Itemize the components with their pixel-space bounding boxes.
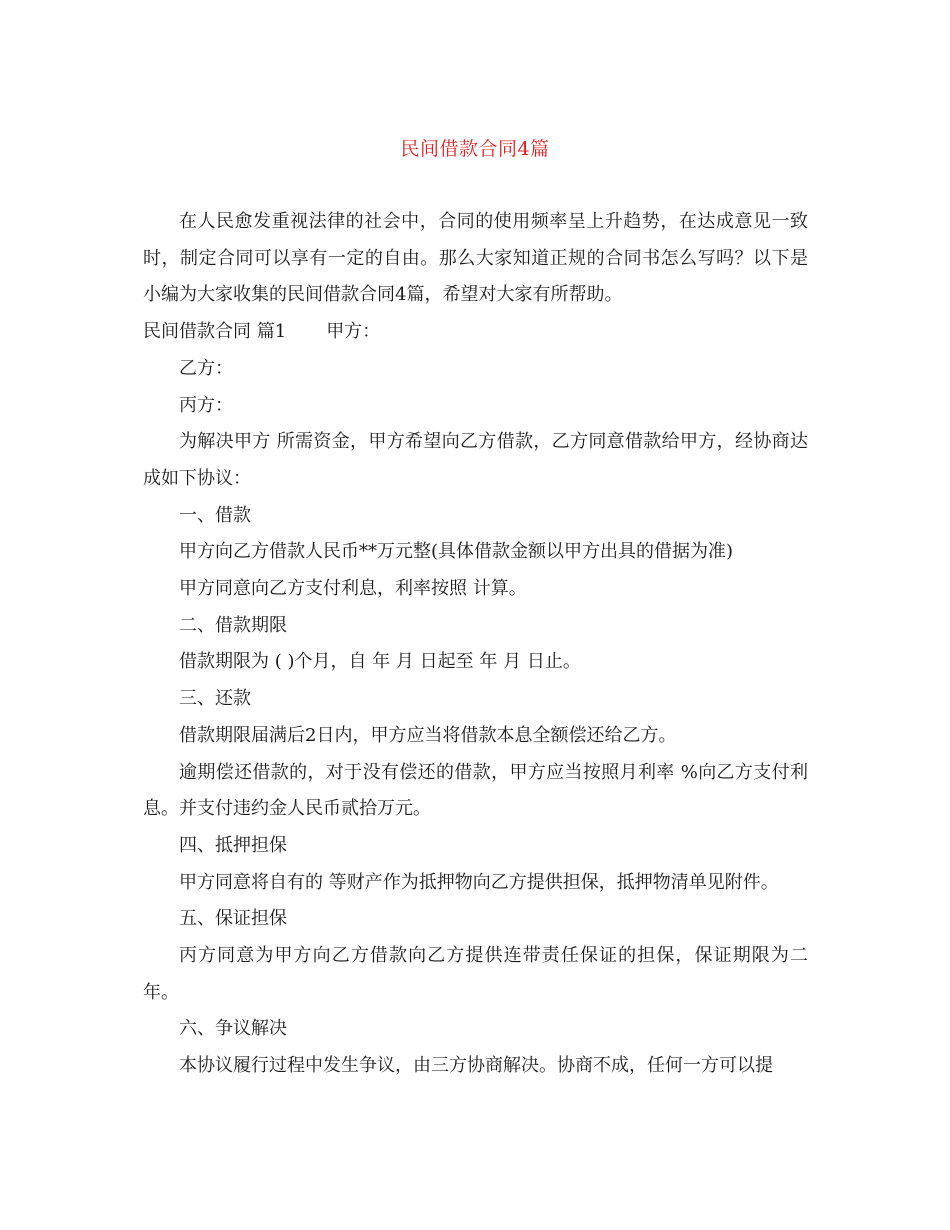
clause1-paragraph-1: 甲方向乙方借款人民币**万元整(具体借款金额以甲方出具的借据为准) [179,541,734,563]
intro-paragraph: 在人民愈发重视法律的社会中，合同的使用频率呈上升趋势，在达成意见一致时，制定合同可以享有一定的自由。那么大家知道正规的合同书怎么写吗？以下是小编为大家收集的民间借款合同4篇，希望对大家有所帮助。 [143,211,808,306]
clause3-title: 三、还款 [179,688,251,710]
document-body [143,204,808,1085]
clause3-paragraph-2: 逾期偿还借款的，对于没有偿还的借款，甲方应当按照月利率 %向乙方支付利息。并支付违约金人民币贰拾万元。 [143,761,808,820]
clause2-title: 二、借款期限 [179,614,287,636]
clause6-title: 六、争议解决 [179,1018,287,1040]
section-heading: 民间借款合同 篇1 [143,321,287,343]
clause1-paragraph-2: 甲方同意向乙方支付利息，利率按照 计算。 [179,578,527,600]
clause1-title: 一、借款 [179,504,251,526]
clause3-paragraph-1: 借款期限届满后2日内，甲方应当将借款本息全额偿还给乙方。 [179,724,677,746]
clause5-title: 五、保证担保 [179,908,287,930]
clause5-paragraph-1: 丙方同意为甲方向乙方借款向乙方提供连带责任保证的担保，保证期限为二年。 [143,945,808,1003]
party-b-label: 乙方： [179,357,233,379]
party-a-label: 甲方： [326,321,381,343]
preamble-paragraph: 为解决甲方 所需资金，甲方希望向乙方借款，乙方同意借款给甲方，经协商达成如下协议： [143,431,808,489]
clause6-paragraph-1: 本协议履行过程中发生争议，由三方协商解决。协商不成，任何一方可以提 [179,1055,773,1077]
party-c-label: 丙方： [179,394,233,416]
clause4-title: 四、抵押担保 [179,834,287,856]
clause4-paragraph-1: 甲方同意将自有的 等财产作为抵押物向乙方提供担保，抵押物清单见附件。 [179,871,779,893]
section-heading-line [143,314,808,351]
clause2-paragraph-1: 借款期限为 ( )个月，自 年 月 日起至 年 月 日止。 [179,651,581,673]
document-title: 民间借款合同4篇 [400,138,550,160]
